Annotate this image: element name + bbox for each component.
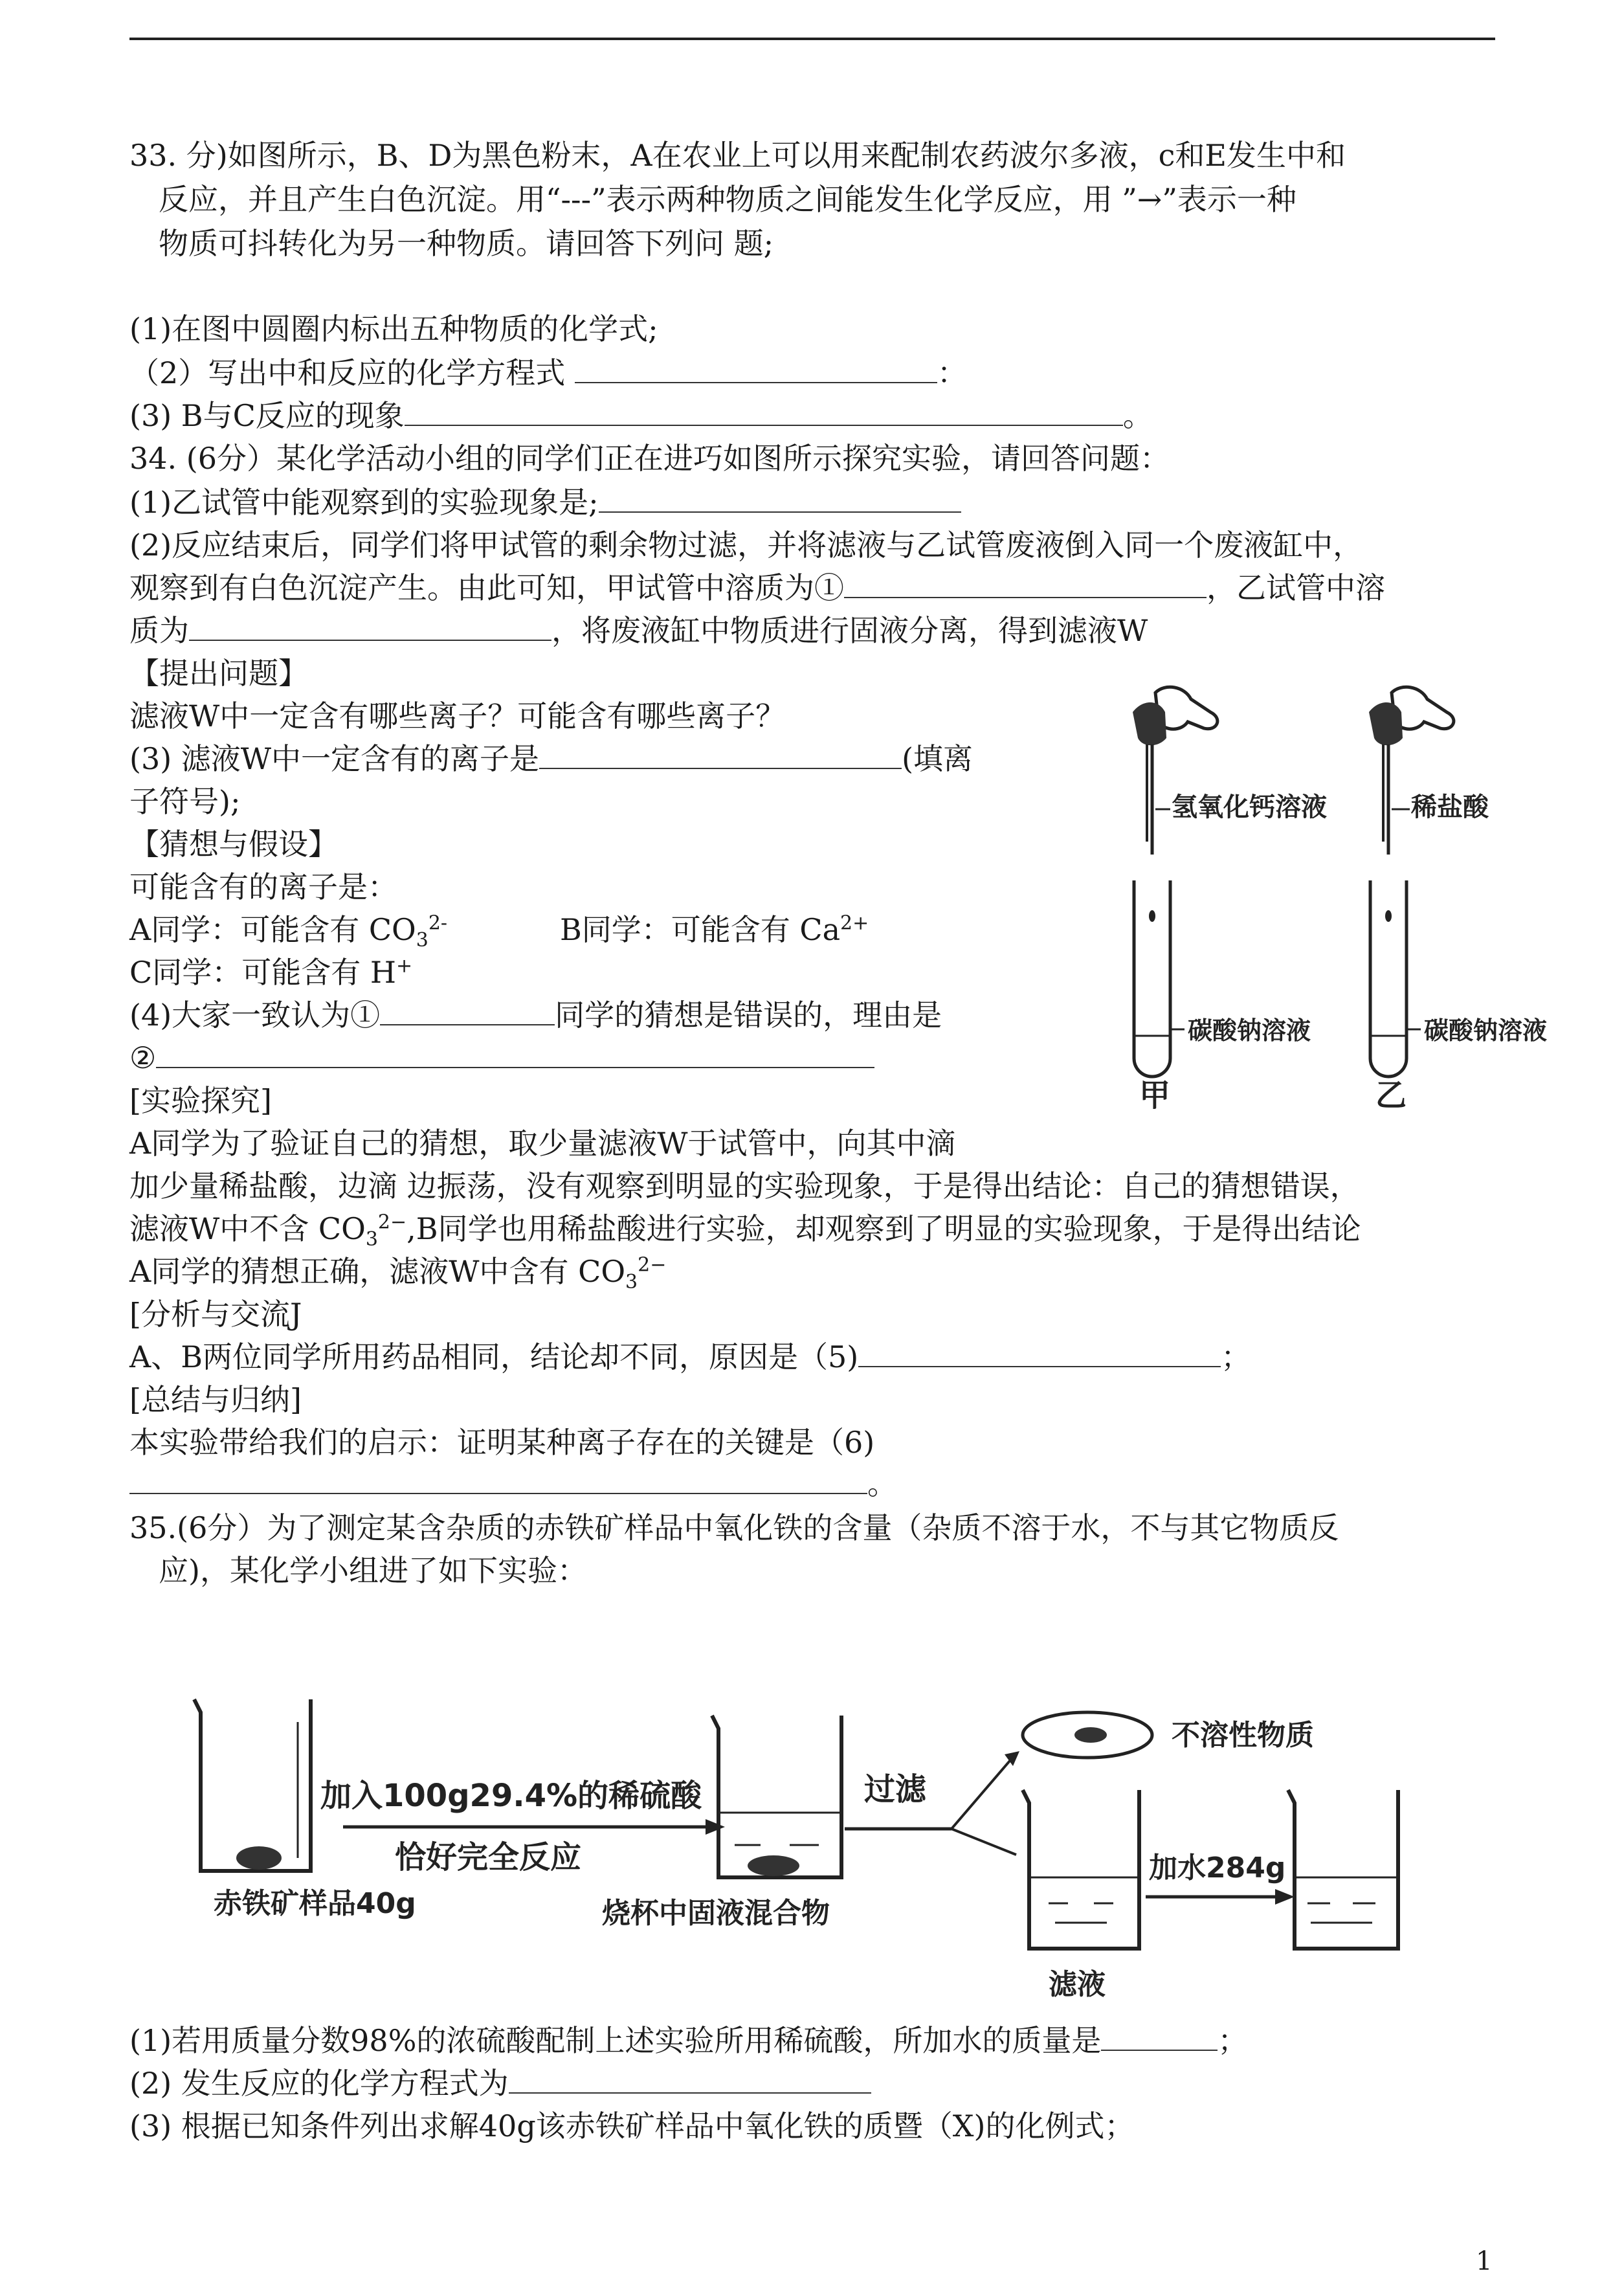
- answer-blank[interactable]: [405, 396, 1123, 426]
- analysis-line: A、B两位同学所用药品相同，结论却不同，原因是（5) ；: [129, 1337, 1251, 1376]
- reagent-right-label: 稀盐酸: [1411, 792, 1489, 822]
- beaker-diluted: [1288, 1790, 1398, 1949]
- tube-left-label: 碳酸钠溶液: [1188, 1016, 1311, 1045]
- answer-blank[interactable]: [599, 483, 961, 513]
- q33-line-3: 物质可抖转化为另一种物质。请回答下列问 题;: [159, 226, 774, 261]
- header-rule: [129, 38, 1495, 40]
- answer-blank[interactable]: [189, 611, 551, 641]
- q33-line-2: 反应，并且产生白色沉淀。用“---”表示两种物质之间能发生化学反应，用 ”→”表示一种: [159, 182, 1296, 217]
- q34-sub-2b: 观察到有白色沉淀产生。由此可知，甲试管中溶质为① ，乙试管中溶: [129, 568, 1385, 607]
- q34-sub-2a: (2)反应结束后，同学们将甲试管的剩余物过滤，并将滤液与乙试管废液倒入同一个废液缸中，: [129, 528, 1363, 563]
- summary-line: 本实验带给我们的启示：证明某种离子存在的关键是（6): [129, 1425, 875, 1460]
- heading-pose-question: 【提出问题】: [129, 656, 308, 691]
- q34-sub-4: (4)大家一致认为① 同学的猜想是错误的，理由是: [129, 996, 942, 1035]
- mixture-label: 烧杯中固液混合物: [602, 1897, 830, 1930]
- answer-blank[interactable]: [858, 1337, 1221, 1367]
- answer-blank[interactable]: [509, 2064, 871, 2094]
- q34-sub-1: (1)乙试管中能观察到的实验现象是;: [129, 483, 961, 522]
- q34-sub-2c: 质为 ，将废液缸中物质进行固液分离，得到滤液W: [129, 611, 1148, 650]
- experiment-line-4: A同学的猜想正确，滤液W中含有 $CO_3^{2-}$: [129, 1253, 667, 1294]
- answer-blank[interactable]: [575, 353, 937, 383]
- add-acid-label: 加入100g29.4%的稀硫酸: [320, 1778, 702, 1814]
- q33-sub-1: (1)在图中圆圈内标出五种物质的化学式;: [129, 311, 658, 346]
- label-yi: 乙: [1375, 1077, 1407, 1113]
- q34-line-1: 34. (6分）某化学活动小组的同学们正在进巧如图所示探究实验，请回答问题：: [129, 441, 1170, 476]
- q35-line-2: 应)，某化学小组进了如下实验：: [159, 1553, 587, 1588]
- heading-experiment: [实验探究]: [129, 1083, 272, 1118]
- heading-hypothesis: 【猜想与假设】: [129, 827, 338, 862]
- guess-b: B同学：可能含有 $Ca^{2+}$: [560, 912, 869, 947]
- test-tube-left: [1134, 880, 1170, 1077]
- q35-sub-1: (1)若用质量分数98%的浓硫酸配制上述实验所用稀硫酸，所加水的质量是 ；: [129, 2021, 1247, 2060]
- react-label: 恰好完全反应: [395, 1839, 582, 1875]
- q34-question: 滤液W中一定含有哪些离子？可能含有哪些离子？: [129, 699, 786, 733]
- q35-sub-2: (2) 发生反应的化学方程式为: [129, 2064, 871, 2103]
- guess-a: A同学：可能含有 $CO_3^{2-}$: [129, 912, 448, 952]
- insoluble-label: 不溶性物质: [1172, 1719, 1314, 1752]
- hand-dropper-right-icon: [1369, 687, 1454, 855]
- answer-blank[interactable]: [844, 568, 1207, 598]
- heading-analysis: [分析与交流J: [129, 1297, 302, 1332]
- hand-dropper-left-icon: [1133, 687, 1218, 855]
- test-tube-right: [1370, 880, 1407, 1077]
- reagent-left-label: 氢氧化钙溶液: [1172, 792, 1327, 822]
- iron-ore-experiment-figure: [188, 1683, 1405, 2007]
- q34-sub-3b: 子符号);: [129, 784, 241, 819]
- heading-summary: [总结与归纳]: [129, 1382, 302, 1417]
- summary-line-2: 。: [129, 1464, 897, 1503]
- sample-label: 赤铁矿样品40g: [214, 1887, 416, 1920]
- guess-c: C同学：可能含有 H+: [129, 954, 413, 990]
- page-number: 1: [1476, 2246, 1493, 2276]
- test-tube-figure: [1094, 686, 1548, 1113]
- answer-blank[interactable]: [129, 1464, 867, 1494]
- q33-sub-3: (3) B与C反应的现象 。: [129, 396, 1153, 435]
- filter-label: 过滤: [864, 1771, 927, 1807]
- experiment-line-3: 滤液W中不含 $CO_3^{2-},B$同学也用稀盐酸进行实验，却观察到了明显的实验现象，于是得出结论: [129, 1211, 1361, 1251]
- answer-blank[interactable]: [380, 996, 555, 1025]
- answer-blank[interactable]: [539, 739, 902, 769]
- add-water-label: 加水284g: [1149, 1851, 1286, 1885]
- q34-maybe: 可能含有的离子是：: [129, 869, 397, 904]
- answer-blank[interactable]: [1101, 2021, 1218, 2051]
- beaker-filtrate: [1023, 1790, 1139, 1949]
- q35-line-1: 35.(6分）为了测定某含杂质的赤铁矿样品中氧化铁的含量（杂质不溶于水，不与其它物质反: [129, 1510, 1339, 1545]
- answer-blank[interactable]: [156, 1038, 874, 1068]
- q34-sub-4b: ②: [129, 1038, 874, 1077]
- q33-line-1: 33. 分)如图所示，B、D为黑色粉末，A在农业上可以用来配制农药波尔多液，c和E发生中和: [129, 138, 1346, 173]
- ore-sample-icon: [236, 1846, 282, 1870]
- q34-sub-3: (3) 滤液W中一定含有的离子是 (填离: [129, 739, 973, 778]
- label-jia: 甲: [1139, 1077, 1171, 1113]
- q35-sub-3: (3) 根据已知条件列出求解40g该赤铁矿样品中氧化铁的质暨（X)的化例式；: [129, 2108, 1135, 2143]
- filtrate-label: 滤液: [1049, 1968, 1106, 2001]
- experiment-line-2: 加少量稀盐酸，边滴 边振荡，没有观察到明显的实验现象，于是得出结论：自己的猜想错误，: [129, 1169, 1360, 1203]
- q33-sub-2: （2）写出中和反应的化学方程式 ：: [129, 353, 967, 392]
- tube-right-label: 碳酸钠溶液: [1424, 1016, 1548, 1045]
- beaker-sample: [194, 1699, 311, 1871]
- experiment-line-1: A同学为了验证自己的猜想，取少量滤液W于试管中，向其中滴: [129, 1126, 956, 1161]
- beaker-mixture: [712, 1716, 841, 1877]
